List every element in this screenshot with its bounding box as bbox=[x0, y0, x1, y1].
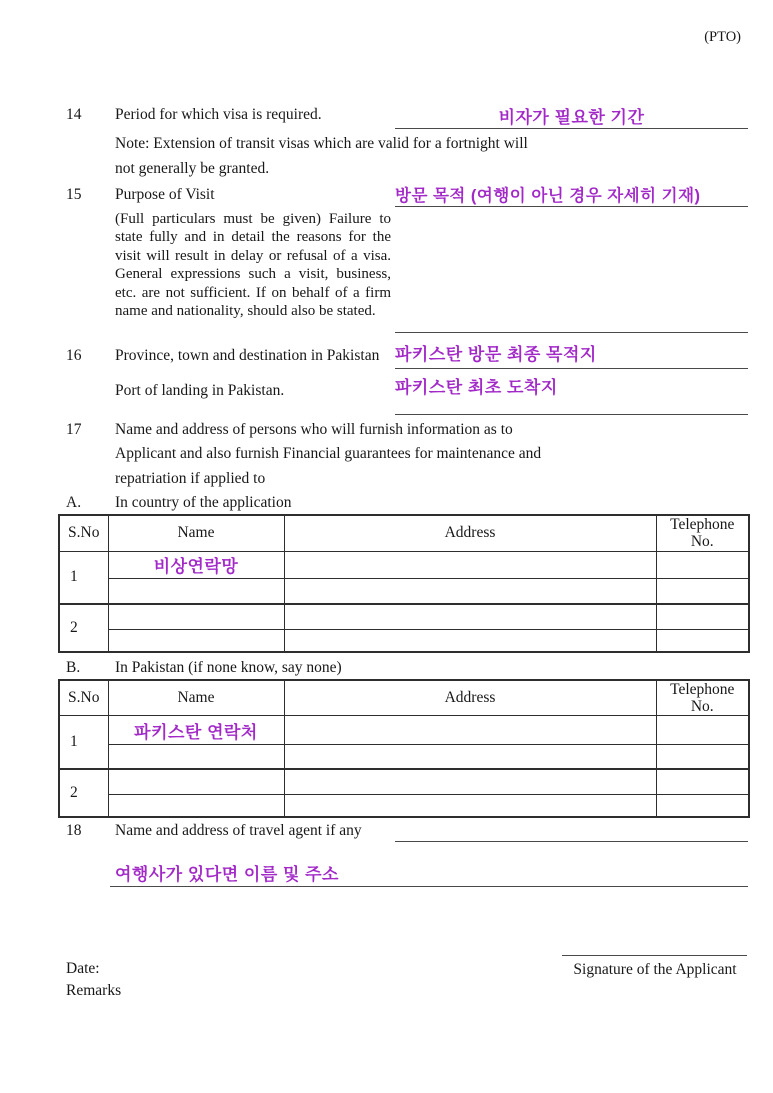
signature-label: Signature of the Applicant bbox=[573, 961, 737, 978]
item-18-korean-text: 여행사가 있다면 이름 및 주소 bbox=[115, 865, 339, 884]
item-16-korean-annotation-2: 파키스탄 최초 도착지 bbox=[395, 378, 558, 397]
item-15-number: 15 bbox=[66, 186, 82, 203]
item-17-line-3: repatriation if applied to bbox=[115, 470, 266, 487]
contacts-table-in-pakistan bbox=[58, 679, 750, 818]
table-b-row-1-top bbox=[59, 716, 749, 745]
table-a-row-2b-address-cell bbox=[284, 629, 656, 652]
item-15-answer-field bbox=[395, 182, 748, 207]
section-b-letter: B. bbox=[66, 659, 81, 676]
table-b-row-2b-telephone-cell bbox=[656, 795, 749, 817]
item-16-port-field bbox=[395, 373, 748, 415]
item-17-line-1: Name and address of persons who will furnish information as to bbox=[115, 421, 513, 438]
table-b-row-1b-address-cell bbox=[284, 745, 656, 769]
table-b-row-2-bottom bbox=[59, 795, 749, 817]
item-18-answer-line-2 bbox=[110, 886, 748, 887]
table-a-row-1-name-cell bbox=[108, 551, 284, 578]
table-b-row-1-number: 1 bbox=[59, 716, 108, 769]
table-b-header-name: Name bbox=[108, 680, 284, 716]
section-a-heading bbox=[66, 494, 763, 512]
table-a-row-1-top bbox=[59, 551, 749, 578]
item-18-korean-annotation bbox=[115, 860, 339, 885]
item-14-label: Period for which visa is required. bbox=[115, 106, 322, 123]
table-b-row-1b-name-cell bbox=[108, 745, 284, 769]
table-a-row-2-address-cell bbox=[284, 604, 656, 629]
table-a-row-1-address-cell bbox=[284, 551, 656, 578]
item-18-answer-line-1 bbox=[395, 841, 748, 842]
item-17-number: 17 bbox=[66, 421, 82, 438]
item-18-label: Name and address of travel agent if any bbox=[115, 822, 362, 839]
table-a-row-1-bottom bbox=[59, 578, 749, 604]
table-b-row-2-address-cell bbox=[284, 769, 656, 795]
table-a-header-row bbox=[59, 515, 749, 551]
item-14-note-line-1: Note: Extension of transit visas which are valid for a fortnight will bbox=[115, 135, 528, 152]
table-a-header-address: Address bbox=[284, 515, 656, 551]
section-b-label: In Pakistan (if none know, say none) bbox=[115, 659, 342, 676]
table-a-header-name: Name bbox=[108, 515, 284, 551]
table-a-header-telephone bbox=[656, 515, 749, 551]
table-b-korean-annotation: 파키스탄 연락처 bbox=[134, 722, 258, 742]
item-17-line-2: Applicant and also furnish Financial guarantees for maintenance and bbox=[115, 445, 542, 462]
table-a-row-1b-name-cell bbox=[108, 578, 284, 604]
item-14-korean-annotation: 비자가 필요한 기간 bbox=[498, 108, 645, 127]
table-b-row-2-telephone-cell bbox=[656, 769, 749, 795]
table-b-header-telephone bbox=[656, 680, 749, 716]
table-a-row-2-name-cell bbox=[108, 604, 284, 629]
table-b-row-2-number: 2 bbox=[59, 769, 108, 817]
table-a-korean-annotation: 비상연락망 bbox=[153, 557, 239, 576]
date-label: Date: bbox=[66, 960, 100, 977]
item-15-label: Purpose of Visit bbox=[115, 186, 215, 203]
table-a-row-2-number: 2 bbox=[59, 604, 108, 652]
section-a-letter: A. bbox=[66, 494, 82, 511]
pto-label: (PTO) bbox=[704, 29, 741, 45]
item-16-label-1: Province, town and destination in Pakistan bbox=[115, 347, 380, 364]
item-16-korean-annotation-1: 파키스탄 방문 최종 목적지 bbox=[395, 345, 597, 364]
item-14-note-line-2: not generally be granted. bbox=[115, 160, 270, 177]
item-16-destination-field bbox=[395, 340, 748, 369]
table-b-row-1b-telephone-cell bbox=[656, 745, 749, 769]
table-b-row-1-name-cell bbox=[108, 716, 284, 745]
item-18-number: 18 bbox=[66, 822, 82, 839]
signature-line bbox=[562, 955, 747, 956]
table-b-header-row bbox=[59, 680, 749, 716]
item-15-answer-bottom-line bbox=[395, 332, 748, 333]
remarks-label: Remarks bbox=[66, 982, 122, 999]
section-b-heading bbox=[66, 659, 763, 677]
table-b-header-telephone-line1: Telephone bbox=[670, 681, 735, 698]
table-a-header-telephone-line1: Telephone bbox=[670, 516, 735, 534]
table-a-row-2-bottom bbox=[59, 629, 749, 652]
item-16-number: 16 bbox=[66, 347, 82, 364]
table-b-row-1-telephone-cell bbox=[656, 716, 749, 745]
table-b-header-address: Address bbox=[284, 680, 656, 716]
table-a-row-1b-telephone-cell bbox=[656, 578, 749, 604]
contacts-table-country-of-application bbox=[58, 514, 750, 653]
table-a-row-2-telephone-cell bbox=[656, 604, 749, 629]
table-a-header-sno: S.No bbox=[59, 515, 108, 551]
table-b-row-2-top bbox=[59, 769, 749, 795]
table-b-row-2-name-cell bbox=[108, 769, 284, 795]
table-a-row-2-top bbox=[59, 604, 749, 629]
table-b-header-telephone-line2: No. bbox=[690, 698, 714, 715]
section-a-label: In country of the application bbox=[115, 494, 292, 511]
item-16-label-2: Port of landing in Pakistan. bbox=[115, 382, 285, 399]
table-b-row-1-bottom bbox=[59, 745, 749, 769]
item-15-instructions-paragraph: (Full particulars must be given) Failure to state fully and in detail the reasons for the visit will result in delay or refusal of a visa. General expressions such a visit, business, etc. are not sufficient. If on behalf of a firm name and nationality, should also be stated. bbox=[115, 211, 391, 320]
table-a-row-2b-name-cell bbox=[108, 629, 284, 652]
table-b-row-2b-name-cell bbox=[108, 795, 284, 817]
item-17 bbox=[66, 421, 763, 439]
item-14-number: 14 bbox=[66, 106, 82, 123]
table-a-row-1b-address-cell bbox=[284, 578, 656, 604]
table-a-row-1-telephone-cell bbox=[656, 551, 749, 578]
table-a-header-telephone-line2: No. bbox=[690, 533, 714, 551]
item-15-korean-annotation: 방문 목적 (여행이 아닌 경우 자세히 기재) bbox=[395, 187, 701, 205]
table-a-row-2b-telephone-cell bbox=[656, 629, 749, 652]
item-14-answer-field bbox=[395, 103, 748, 129]
table-b-row-1-address-cell bbox=[284, 716, 656, 745]
table-b-header-sno: S.No bbox=[59, 680, 108, 716]
item-18 bbox=[66, 822, 763, 840]
table-b-row-2b-address-cell bbox=[284, 795, 656, 817]
table-a-row-1-number: 1 bbox=[59, 551, 108, 604]
